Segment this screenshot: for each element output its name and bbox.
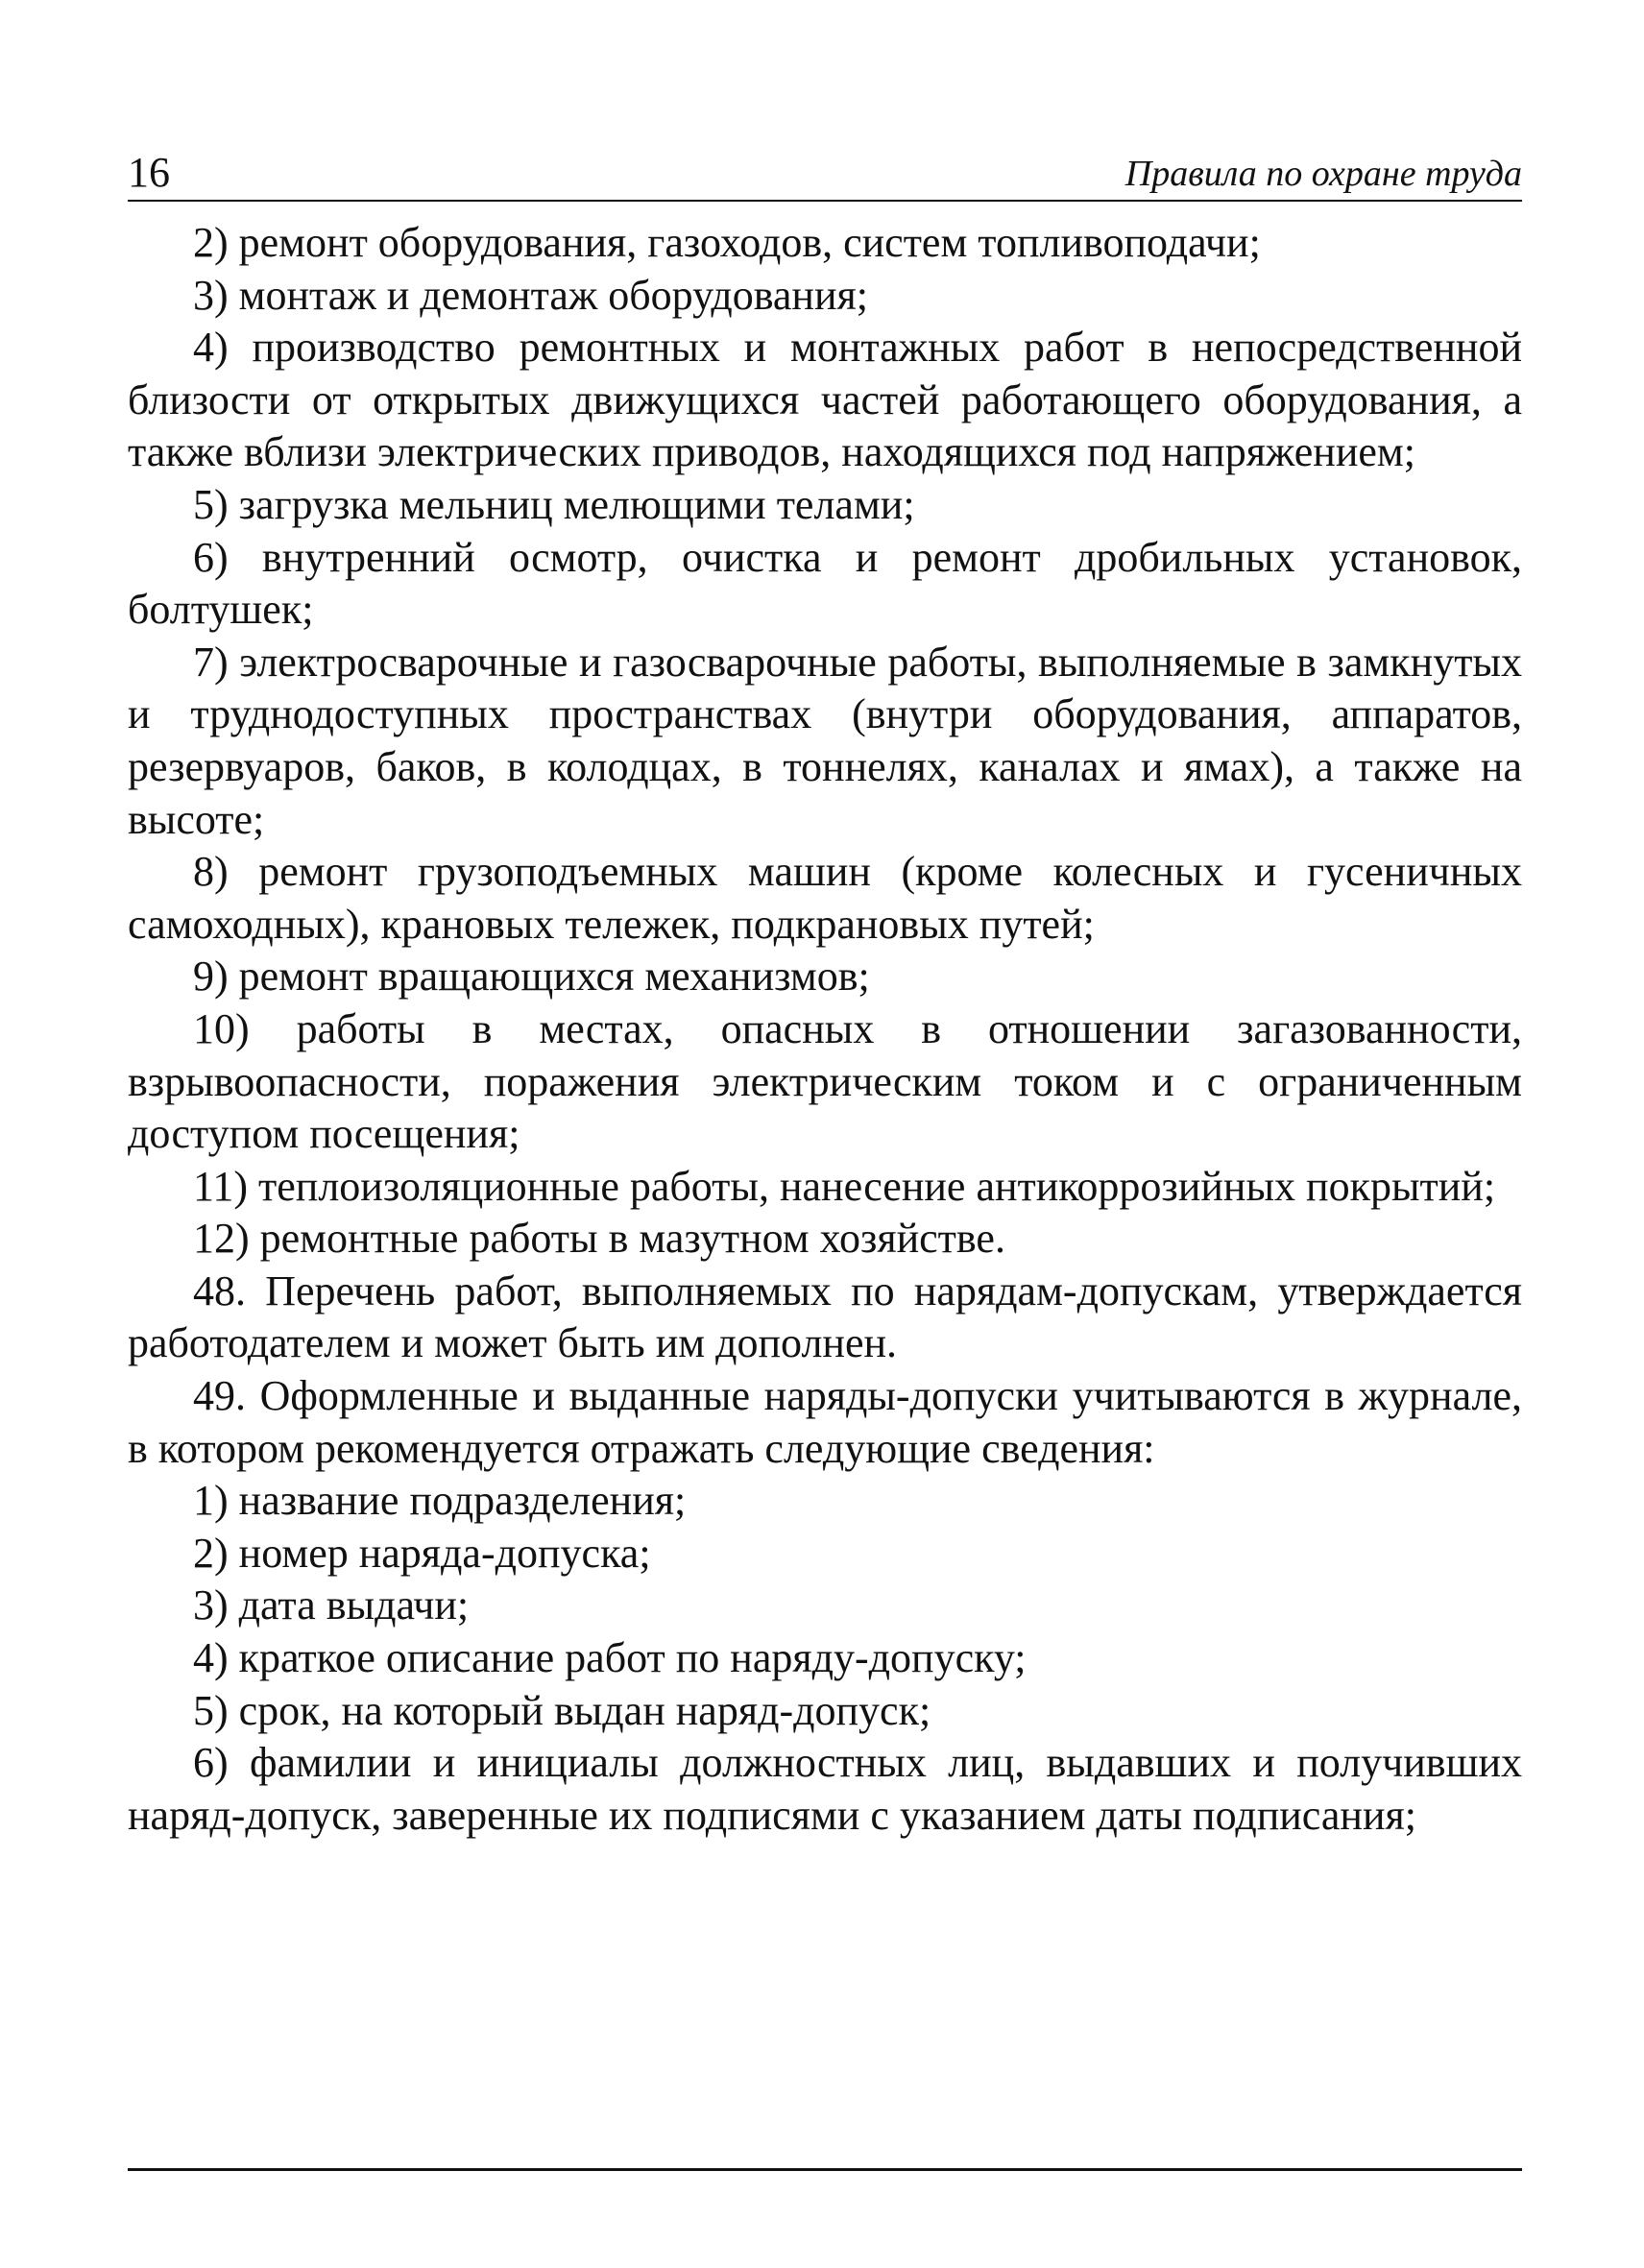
list-item: 3) монтаж и демонтаж оборудования; (193, 271, 868, 319)
list-item: 8) ремонт грузоподъемных машин (кроме колесных и гусеничных самоходных), крановых тележек, подкрановых путей; (128, 848, 1522, 948)
list-item: 12) ремонтные работы в мазутном хозяйстве. (193, 1215, 1005, 1263)
running-title: Правила по охране труда (1124, 154, 1522, 194)
footer-rule (128, 2168, 1522, 2171)
list-item: 7) электросварочные и газосварочные работы, выполняемые в замкнутых и труднодоступных пространствах (внутри оборудования, аппаратов, резервуаров, баков, в колодцах, в тоннелях, каналах и ямах), а также на высоте; (128, 638, 1522, 843)
page-header (128, 144, 1522, 202)
list-item: 5) загрузка мельниц мелющими телами; (193, 480, 915, 528)
header-rule (128, 200, 1522, 202)
list-item: 11) теплоизоляционные работы, нанесение антикоррозийных покрытий; (193, 1162, 1496, 1210)
list-item: 1) название подразделения; (193, 1477, 687, 1525)
list-item: 3) дата выдачи; (193, 1581, 470, 1629)
clause-48: 48. Перечень работ, выполняемых по нарядам-допускам, утверждается работодателем и может быть им дополнен. (128, 1267, 1522, 1367)
list-item: 10) работы в местах, опасных в отношении загазованности, взрывоопасности, поражения электрическим током и с ограниченным доступом посещения; (128, 1004, 1522, 1158)
page-body (128, 217, 1522, 1842)
list-item: 4) производство ремонтных и монтажных работ в непосредственной близости от открытых движущихся частей работающего оборудования, а также вблизи электрических приводов, находящихся под напряжением; (128, 324, 1522, 476)
list-item: 6) фамилии и инициалы должностных лиц, выдавших и получивших наряд-допуск, заверенные их подписями с указанием даты подписания; (128, 1739, 1522, 1839)
list-item: 2) номер наряда-допуска; (193, 1529, 651, 1577)
list-item: 2) ремонт оборудования, газоходов, систем топливоподачи; (193, 219, 1261, 266)
list-item: 6) внутренний осмотр, очистка и ремонт дробильных установок, болтушек; (128, 533, 1522, 634)
list-item: 9) ремонт вращающихся механизмов; (193, 953, 870, 1001)
clause-49: 49. Оформленные и выданные наряды-допуски учитываются в журнале, в котором рекомендуется отражать следующие сведения: (128, 1372, 1522, 1472)
list-item: 4) краткое описание работ по наряду-допуску; (193, 1634, 1027, 1682)
page-number: 16 (128, 149, 170, 196)
list-item: 5) срок, на который выдан наряд-допуск; (193, 1686, 931, 1734)
